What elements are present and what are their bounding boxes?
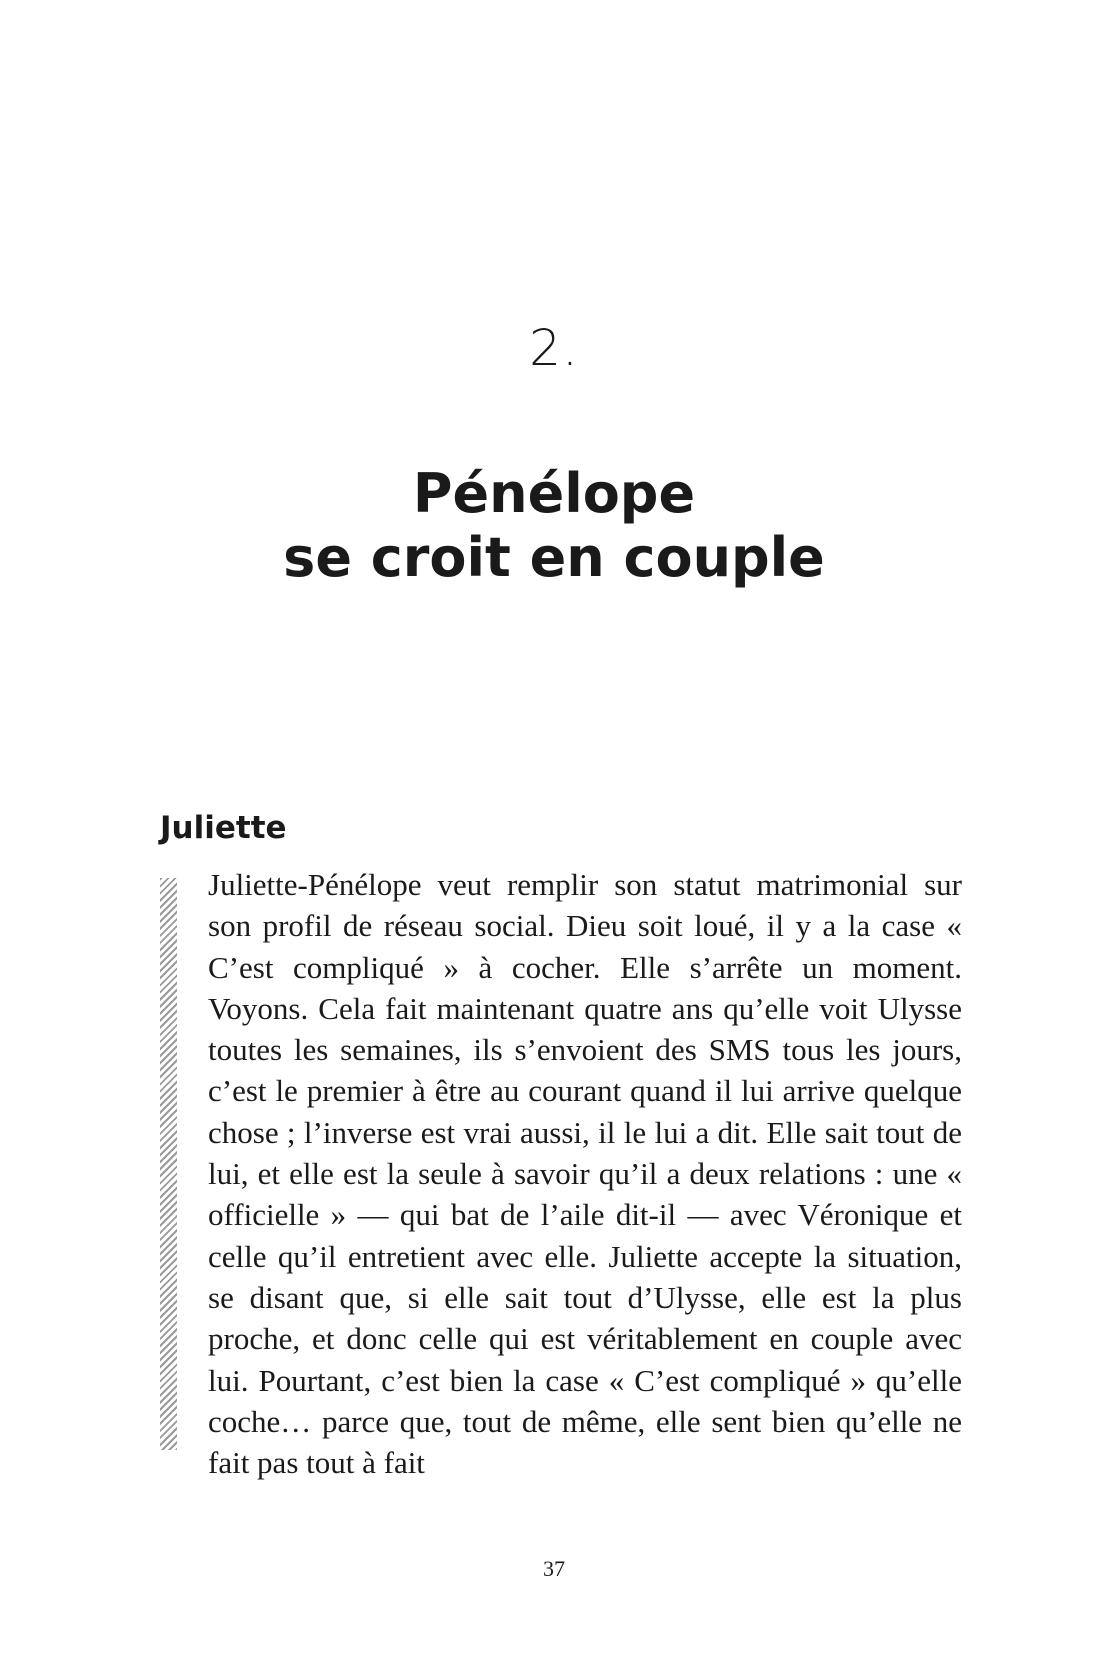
body-paragraph: Juliette-Pénélope veut remplir son statut matrimonial sur son profil de réseau social. Dieu soit loué, il y a la case « C’est compliqué » à cocher. Elle s’arrête un moment. Voyons. Cela fait maintenant quatre ans qu’elle voit Ulysse toutes les semaines, ils s’envoient des SMS tous les jours, c’est le premier à être au courant quand il lui arrive quelque chose ; l’inverse est vrai aussi, il le lui a dit. Elle sait tout de lui, et elle est la seule à savoir qu’il a deux relations : une « officielle » — qui bat de l’aile dit-il — avec Véronique et celle qu’il entretient avec elle. Juliette accepte la situation, se disant que, si elle sait tout d’Ulysse, elle est la plus proche, et donc celle qui est véritablement en couple avec lui. Pourtant, c’est bien la case « C’est compliqué » qu’elle coche… parce que, tout de même, elle sent bien qu’elle ne fait pas tout à fait bbox=[208, 867, 962, 1481]
chapter-number: 2. bbox=[529, 319, 579, 377]
hatched-margin-bar bbox=[160, 878, 177, 1450]
chapter-title-line-2: se croit en couple bbox=[283, 526, 825, 589]
chapter-title-line-1: Pénélope bbox=[412, 462, 696, 525]
page-number: 37 bbox=[543, 1556, 565, 1581]
chapter-title bbox=[0, 462, 1108, 590]
section-heading: Juliette bbox=[160, 810, 287, 846]
